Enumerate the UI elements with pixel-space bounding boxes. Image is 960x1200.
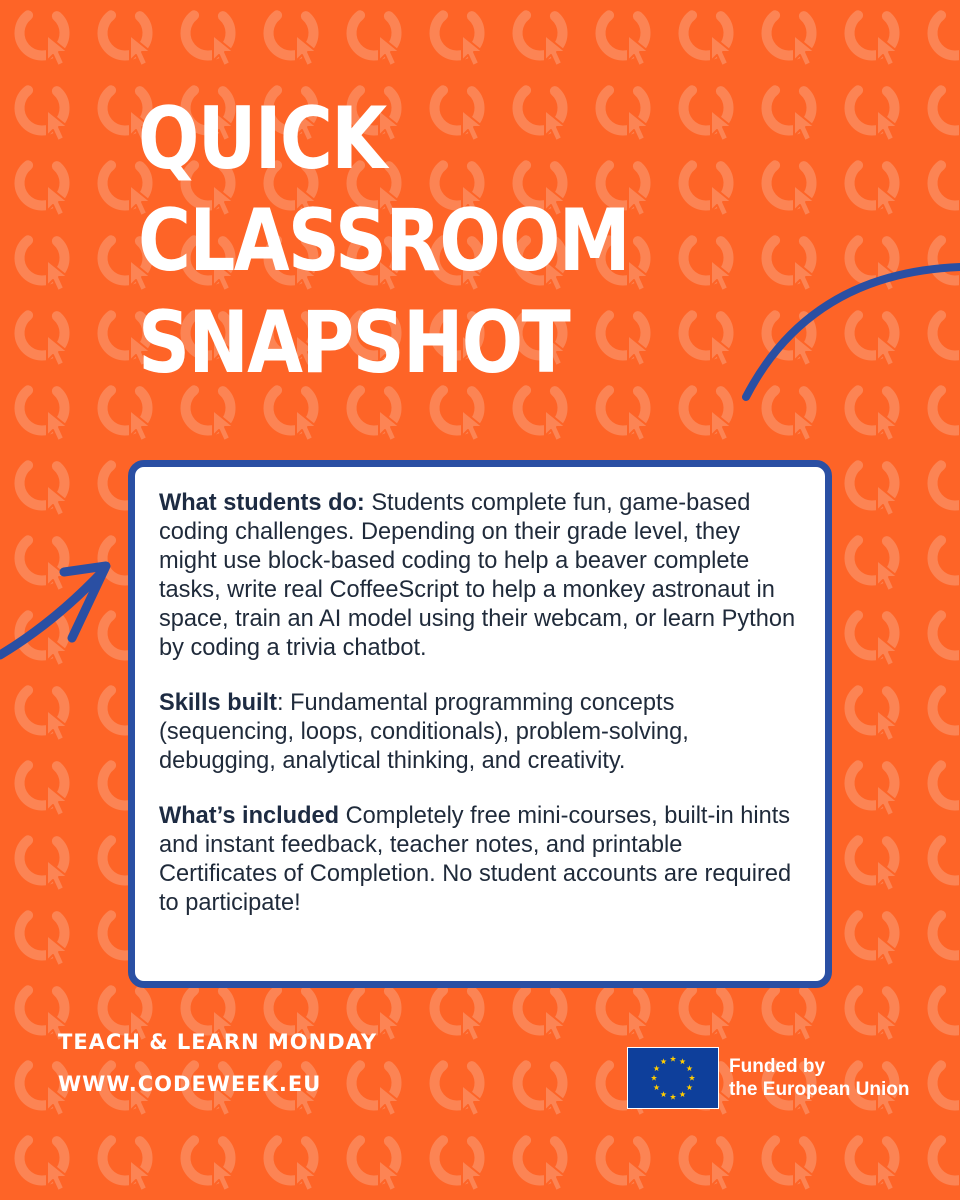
eu-funding-badge	[627, 1047, 910, 1109]
info-card	[128, 460, 832, 988]
section-skills-built	[159, 689, 803, 776]
page-title	[138, 88, 629, 394]
section-heading: Skills built	[159, 690, 277, 716]
section-text: Students complete fun, game-based coding challenges. Depending on their grade level, they might use block-based coding to help a beaver complete tasks, write real CoffeeScript to help a monkey astronaut in space, train an AI model using their webcam, or learn Python by coding a trivia chatbot.	[159, 490, 796, 661]
blue-arrow-icon	[0, 550, 130, 670]
footer-teach-learn: TEACH & LEARN MONDAY	[58, 1030, 378, 1054]
eu-line-1: Funded by	[729, 1056, 826, 1077]
eu-flag-icon	[627, 1047, 719, 1109]
section-whats-included	[159, 802, 803, 918]
title-line-2: CLASSROOM	[138, 191, 629, 291]
footer-website: WWW.CODEWEEK.EU	[58, 1072, 322, 1096]
eu-funding-text	[729, 1055, 910, 1101]
section-heading: What’s included	[159, 803, 340, 829]
title-line-3: SNAPSHOT	[138, 293, 570, 393]
blue-arc-icon	[730, 255, 960, 415]
section-text: Completely free mini-courses, built-in hints and instant feedback, teacher notes, and printable Certificates of Completion. No student accounts are required to participate!	[159, 803, 792, 916]
eu-line-2: the European Union	[729, 1079, 910, 1100]
section-text: : Fundamental programming concepts (sequencing, loops, conditionals), problem-solving, debugging, analytical thinking, and creativity.	[159, 690, 689, 774]
title-line-1: QUICK	[138, 89, 386, 189]
section-heading: What students do:	[159, 490, 365, 516]
section-what-students-do	[159, 489, 803, 663]
